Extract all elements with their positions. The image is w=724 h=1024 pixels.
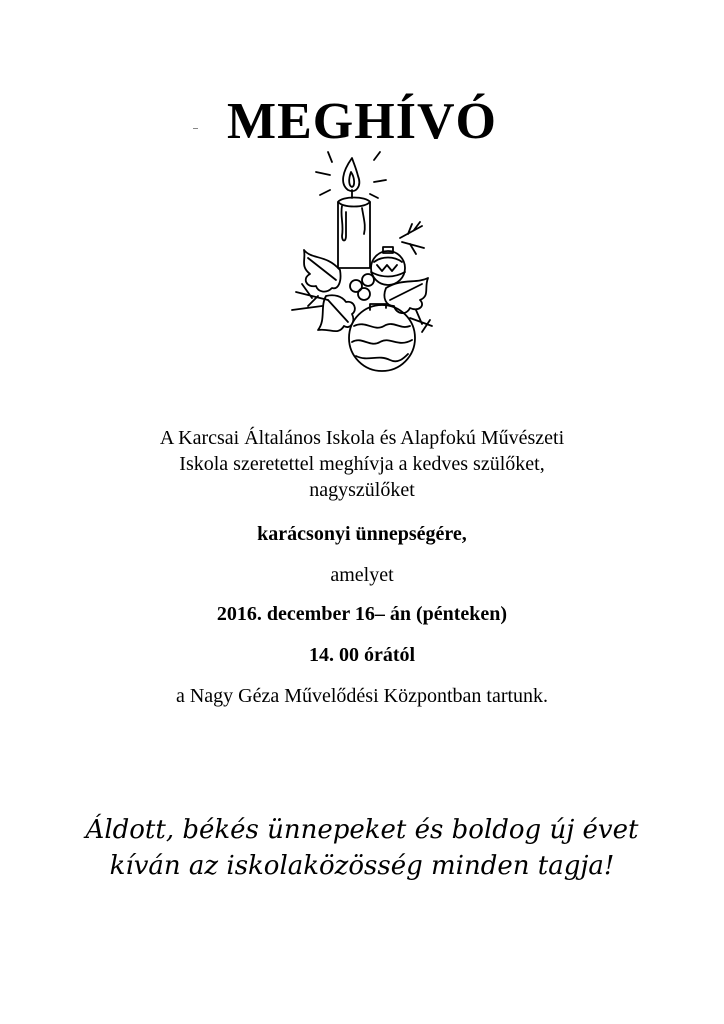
candle-christmas-decoration-icon <box>282 150 447 375</box>
invitation-line-1: A Karcsai Általános Iskola és Alapfokú Művészeti <box>159 427 565 449</box>
closing-greeting-line-1: Áldott, békés ünnepeket és boldog új évet <box>85 815 639 845</box>
closing-greeting-line-2: kíván az iskolaközösség minden tagja! <box>109 851 615 881</box>
event-venue: a Nagy Géza Művelődési Központban tartunk. <box>175 685 549 707</box>
invitation-line-2: Iskola szeretettel meghívja a kedves szülőket, <box>179 453 545 475</box>
invitation-line-3: nagyszülőket <box>309 479 415 501</box>
event-date: 2016. december 16– án (pénteken) <box>216 603 508 625</box>
page-title: MEGHÍVÓ <box>227 93 497 150</box>
event-time: 14. 00 órától <box>308 644 416 666</box>
connector-text: amelyet <box>330 564 394 586</box>
event-name: karácsonyi ünnepségére, <box>257 523 467 545</box>
